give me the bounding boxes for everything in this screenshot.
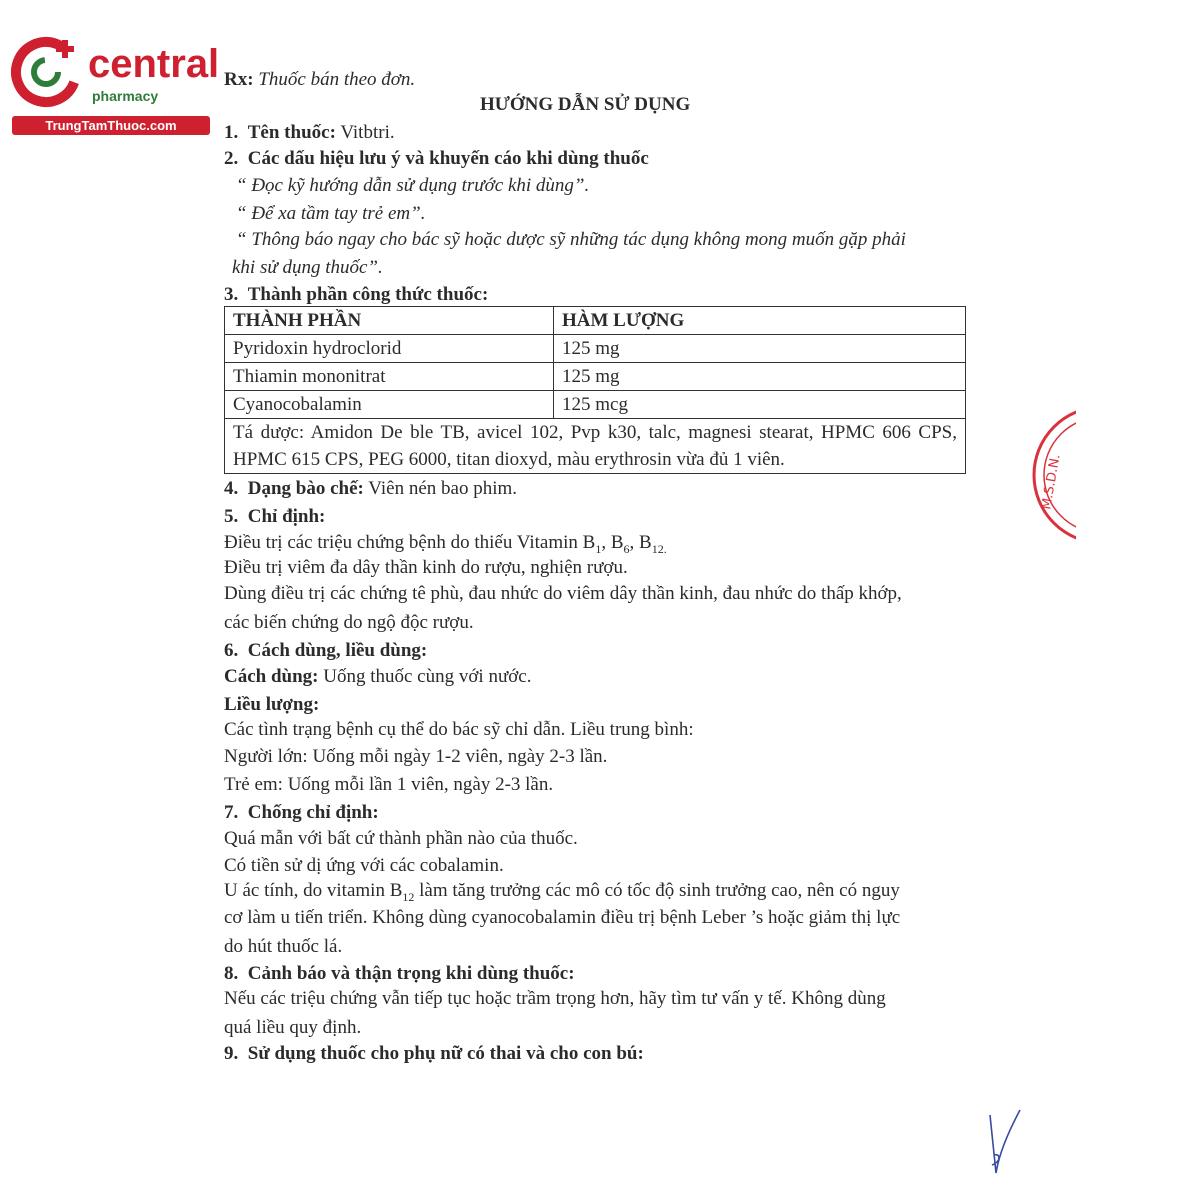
table-row (225, 391, 966, 419)
sep-1: , B (601, 532, 624, 553)
section-7-num: 7. (224, 802, 239, 823)
section-2-heading: Các dấu hiệu lưu ý và khuyến cáo khi dùng thuốc (247, 148, 649, 169)
usage-label: Cách dùng: (224, 666, 319, 687)
indication-text: Điều trị các triệu chứng bệnh do thiếu Vitamin B (224, 532, 596, 553)
usage-text: Uống thuốc cùng với nước. (323, 666, 532, 687)
logo-site-link[interactable]: TrungTamThuoc.com (12, 116, 210, 135)
section-9-heading: Sử dụng thuốc cho phụ nữ có thai và cho con bú: (247, 1043, 644, 1064)
section-7-line-3 (224, 880, 900, 905)
section-5-num: 5. (224, 506, 239, 527)
section-1-heading: Tên thuốc: (247, 122, 336, 143)
ingredient-amount: 125 mcg (554, 391, 966, 419)
section-9 (224, 1043, 644, 1065)
logo-brand-text: central (88, 42, 220, 86)
section-8 (224, 963, 575, 985)
rx-line (224, 69, 415, 91)
ingredient-name: Thiamin mononitrat (225, 363, 554, 391)
section-1 (224, 122, 395, 144)
section-3 (224, 284, 488, 306)
table-excipients-row (225, 419, 966, 474)
table-row (225, 335, 966, 363)
section-5-line-1 (224, 532, 667, 557)
section-2-line-2: “ Để xa tầm tay trẻ em”. (236, 203, 426, 224)
section-2-line-3: “ Thông báo ngay cho bác sỹ hoặc dược sỹ những tác dụng không mong muốn gặp phải (236, 229, 906, 250)
table-header-amount: HÀM LƯỢNG (554, 307, 966, 335)
logo-sub-text: pharmacy (92, 88, 159, 104)
section-5-line-4: các biến chứng do ngộ độc rượu. (224, 612, 474, 633)
contra-text-b: làm tăng trưởng các mô có tốc độ sinh trưởng cao, nên có nguy (414, 880, 900, 901)
subscript-12b: 12 (402, 889, 415, 904)
section-7-line-5: do hút thuốc lá. (224, 936, 343, 957)
section-5 (224, 506, 325, 528)
table-row (225, 363, 966, 391)
section-5-line-3: Dùng điều trị các chứng tê phù, đau nhức do viêm dây thần kinh, đau nhức do thấp khớp, (224, 583, 902, 604)
contra-text-a: U ác tính, do vitamin B (224, 880, 403, 901)
ingredient-name: Pyridoxin hydroclorid (225, 335, 554, 363)
section-2 (224, 148, 649, 170)
section-8-line-1: Nếu các triệu chứng vẫn tiếp tục hoặc trầm trọng hơn, hãy tìm tư vấn y tế. Không dùng (224, 988, 886, 1009)
section-4 (224, 478, 517, 500)
section-4-num: 4. (224, 478, 239, 499)
section-1-value: Vitbtri. (340, 122, 395, 143)
section-6 (224, 640, 427, 662)
section-3-heading: Thành phần công thức thuốc: (247, 284, 489, 305)
section-4-heading: Dạng bào chế: (247, 478, 364, 499)
section-2-line-4: khi sử dụng thuốc”. (232, 257, 383, 278)
section-6-heading: Cách dùng, liều dùng: (247, 640, 428, 661)
section-7-line-2: Có tiền sử dị ứng với các cobalamin. (224, 855, 504, 876)
section-7 (224, 802, 379, 824)
section-5-line-2: Điều trị viêm đa dây thần kinh do rượu, nghiện rượu. (224, 557, 628, 578)
stamp-image (1030, 400, 1076, 550)
section-2-num: 2. (224, 148, 239, 169)
dose-label: Liều lượng: (224, 694, 320, 715)
dose-line-3: Trẻ em: Uống mỗi lần 1 viên, ngày 2-3 lần. (224, 774, 554, 795)
subscript-1: 1 (595, 541, 602, 556)
section-7-heading: Chống chỉ định: (247, 802, 379, 823)
dose-line-1: Các tình trạng bệnh cụ thể do bác sỹ chỉ dẫn. Liều trung bình: (224, 719, 694, 740)
excipients-text: Tá dược: Amidon De ble TB, avicel 102, Pvp k30, talc, magnesi stearat, HPMC 606 CPS, HPMC 615 CPS, PEG 6000, titan dioxyd, màu erythrosin vừa đủ 1 viên. (225, 419, 966, 474)
section-5-heading: Chỉ định: (247, 506, 326, 527)
stamp-text: M.S.D.N. (1039, 453, 1064, 511)
usage-line (224, 666, 531, 688)
dose-line-2: Người lớn: Uống mỗi ngày 1-2 viên, ngày 2-3 lần. (224, 746, 608, 767)
ingredient-amount: 125 mg (554, 363, 966, 391)
section-7-line-4: cơ làm u tiến triển. Không dùng cyanocobalamin điều trị bệnh Leber ’s hoặc giảm thị lực (224, 907, 901, 928)
ingredient-amount: 125 mg (554, 335, 966, 363)
section-6-num: 6. (224, 640, 239, 661)
section-9-num: 9. (224, 1043, 239, 1064)
ingredient-name: Cyanocobalamin (225, 391, 554, 419)
subscript-12: 12. (651, 541, 667, 556)
document-title: HƯỚNG DẪN SỬ DỤNG (480, 94, 691, 115)
table-header-ingredient: THÀNH PHẦN (225, 307, 554, 335)
logo-mark-icon (10, 36, 90, 116)
section-2-line-1: “ Đọc kỹ hướng dẫn sử dụng trước khi dùng”. (236, 175, 590, 196)
sep-2: , B (629, 532, 652, 553)
section-3-num: 3. (224, 284, 239, 305)
section-8-line-2: quá liều quy định. (224, 1017, 362, 1038)
section-8-heading: Cảnh báo và thận trọng khi dùng thuốc: (247, 963, 575, 984)
table-header-row (225, 307, 966, 335)
section-4-value: Viên nén bao phim. (368, 478, 518, 499)
subscript-6: 6 (623, 541, 630, 556)
rx-text: Thuốc bán theo đơn. (258, 69, 416, 90)
signature-image (980, 1105, 1030, 1180)
section-1-num: 1. (224, 122, 239, 143)
signature-icon (980, 1105, 1030, 1180)
stamp-seal-icon (1030, 400, 1076, 550)
section-7-line-1: Quá mẫn với bất cứ thành phần nào của thuốc. (224, 828, 578, 849)
composition-table (224, 306, 966, 474)
section-8-num: 8. (224, 963, 239, 984)
rx-label: Rx: (224, 69, 254, 90)
